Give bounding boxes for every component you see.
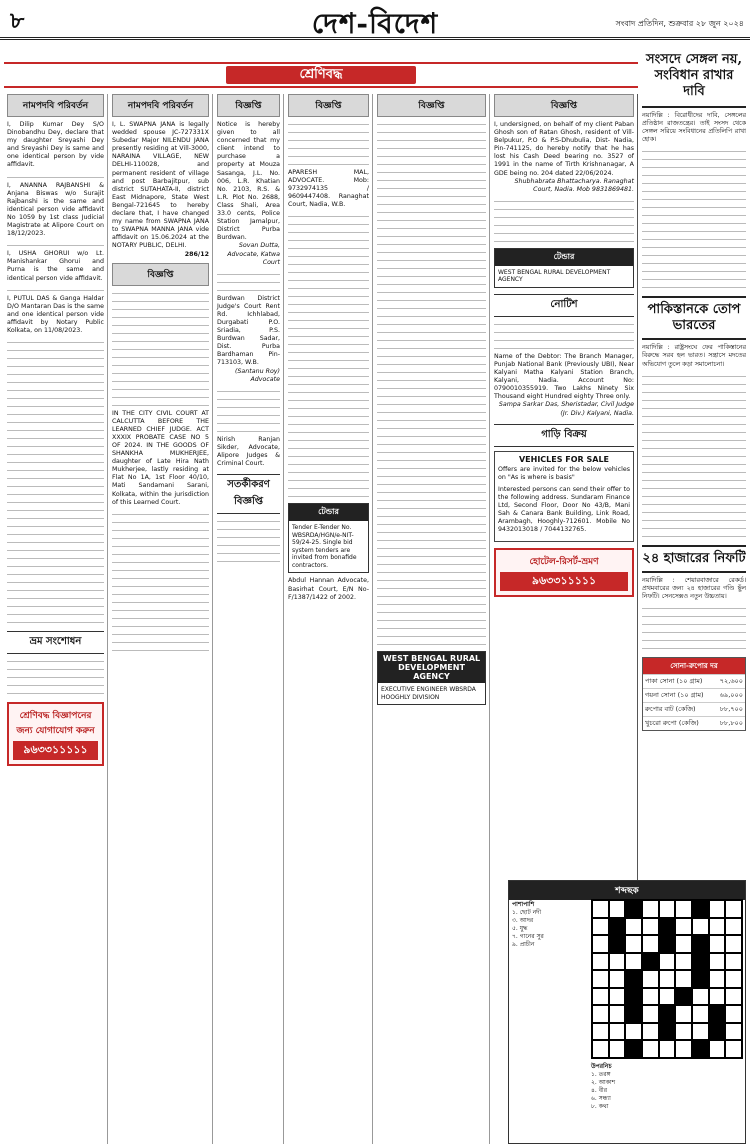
news-body: নয়াদিল্লি : বিরোধীদের দাবি, সেঙ্গলের প্রতিষ্ঠান রাজতন্ত্রের। তাই সংসদ থেকে সেঙ্গল সরিয়ে সংবিধানের প্রতিলিপি রাখা হোক। [642,112,746,144]
clue: ১. তরঙ্গ [591,1071,611,1078]
clue: ৯. প্রাচীন [512,941,535,948]
crossword-cell [609,918,626,936]
crossword-puzzle [508,880,746,1144]
crossword-cell [659,918,676,936]
crossword-cell[interactable] [659,988,676,1006]
crossword-cell [625,900,642,918]
ad-item [112,121,209,259]
ad-item [494,121,634,194]
across-label: পাশাপাশি [512,901,535,908]
tender-body: Tender E-Tender No. WBSRDA/HGN/e-NIT-59/24-25. Single bid system tenders are invited from bonafide contractors. [292,524,357,569]
crossword-cell[interactable] [609,1040,626,1058]
crossword-cell[interactable] [725,935,742,953]
contact-phone: ৯৬৩৩১১১১১ [13,741,98,760]
crossword-cell[interactable] [642,1040,659,1058]
tender-notice [494,248,634,288]
vehicle-sale-box [494,451,634,543]
crossword-cell[interactable] [625,918,642,936]
notice-heading: নোটিশ [494,294,634,317]
crossword-cell[interactable] [609,988,626,1006]
crossword-cell[interactable] [675,970,692,988]
crossword-cell[interactable] [609,953,626,971]
crossword-cell[interactable] [709,935,726,953]
crossword-cell[interactable] [709,970,726,988]
column-header: বিজ্ঞপ্তি [112,263,209,286]
crossword-cell[interactable] [659,1040,676,1058]
crossword-cell[interactable] [709,988,726,1006]
crossword-cell [692,970,709,988]
crossword-cell [692,953,709,971]
contact-title: শ্রেণিবদ্ধ বিজ্ঞাপনের জন্য যোগাযোগ করুন [16,711,95,737]
column-notice-2 [285,94,373,1144]
column-header: নামপদবি পরিবর্তন [112,94,209,117]
crossword-cell[interactable] [675,900,692,918]
travel-phone: ৯৬৩৩১১১১১ [500,572,628,591]
crossword-cell[interactable] [642,1023,659,1041]
rate-value: ৮৮,৭০০ [714,702,745,716]
crossword-cell[interactable] [725,970,742,988]
ad-signature: Sovan Dutta, Advocate, Katwa Court [227,242,280,266]
column-header: বিজ্ঞপ্তি [377,94,486,117]
section-title: দেশ-বিদেশ [311,7,439,40]
crossword-cell[interactable] [625,953,642,971]
crossword-cell[interactable] [592,1005,609,1023]
ad-item [217,121,280,267]
crossword-cell[interactable] [659,953,676,971]
column-notice-1 [214,94,284,1144]
column-header: বিজ্ঞপ্তি [288,94,369,117]
gold-rates-box [642,657,746,731]
classified-label: শ্রেণিবদ্ধ [226,66,416,84]
rate-value: ৮৮,৮০০ [714,716,745,730]
crossword-cell[interactable] [609,1023,626,1041]
crossword-cell[interactable] [642,935,659,953]
clue: ৭. গানের সুর [512,933,544,940]
warning-notice-heading: সতর্কীকরণ বিজ্ঞপ্তি [217,474,280,514]
ad-ref: 286/12 [184,250,209,258]
ad-signature: Sampa Sarkar Das, Sheristadar, Civil Judge (Jr. Div.) Kalyani, Nadia. [498,401,634,417]
news-body: নয়াদিল্লি : রাষ্ট্রসংঘে ফের পাকিস্তানের বিরুদ্ধে সরব হল ভারত। সন্ত্রাসে মদতের অভিযোগ তুলে কড়া সমালোচনা। [642,344,746,368]
news-headline: ২৪ হাজারের নিফটি [642,545,746,573]
crossword-cell [625,988,642,1006]
clue: ২. আকাশ [591,1079,616,1086]
crossword-cell[interactable] [592,1023,609,1041]
crossword-cell[interactable] [642,918,659,936]
ad-signature: Shubhabrata Bhattacharya. Ranaghat Court, Nadia. Mob 9831869481. [514,177,634,193]
travel-contact-box [494,548,634,597]
rate-label: রুপোর বাট (কেজি) [643,702,714,716]
ad-item: I, USHA GHORUI w/o Lt. Manishankar Ghorui and Purna is the same and identical person vide affidavit. [7,250,104,282]
crossword-cell[interactable] [692,1023,709,1041]
crossword-cell[interactable] [592,953,609,971]
crossword-cell [625,970,642,988]
crossword-cell [659,935,676,953]
crossword-grid[interactable] [591,899,743,1059]
column-header: বিজ্ঞপ্তি [217,94,280,117]
rate-value: ৭২,৬০০ [714,674,745,688]
down-label: উপরনিচ [591,1063,612,1070]
crossword-cell[interactable] [592,988,609,1006]
issue-line: সংবাদ প্রতিদিন, শুক্রবার ২৮ জুন ২০২৪ [615,19,744,28]
crossword-cell[interactable] [592,900,609,918]
crossword-cell[interactable] [675,918,692,936]
crossword-cell [692,1040,709,1058]
crossword-cell[interactable] [659,900,676,918]
rate-label: খুচরো রুপো (কেজি) [643,716,714,730]
column-name-change-1 [4,94,108,1144]
travel-title: হোটেল-রিসর্ট-ভ্রমণ [529,557,599,568]
clue: ১. ছোট নদী [512,909,542,916]
crossword-cell[interactable] [675,1005,692,1023]
ad-item: I, ANANNA RAJBANSHI & Anjana Biswas w/o Surajit Rajbanshi is the same and identical person vide affidavit No 1059 by 1st class Judicial Magistrate at Alipore Court on 18/12/2023. [7,181,104,238]
tender-heading: টেন্ডার [495,249,633,266]
crossword-cell[interactable] [692,918,709,936]
page-number: ৮ [10,8,25,34]
ad-item: APARESH MAL, ADVOCATE. Mob: 9732974135 / 9609447408. Ranaghat Court, Nadia, W.B. [288,169,369,209]
crossword-cell[interactable] [609,900,626,918]
tender-notice [377,651,486,705]
tender-notice [288,503,369,573]
crossword-cell[interactable] [675,1023,692,1041]
column-notice-3 [374,94,490,1144]
table-row [643,716,745,730]
crossword-cell[interactable] [725,918,742,936]
table-row [643,688,745,702]
crossword-cell[interactable] [625,1023,642,1041]
crossword-cell[interactable] [642,900,659,918]
ad-item: I, PUTUL DAS & Ganga Haldar D/O Mantaran Das is the same and one identical person vide affidavit by Notary Public Kolkata, on 11/08/2023. [7,294,104,334]
crossword-cell[interactable] [709,918,726,936]
ad-item [217,295,280,384]
tender-title: WEST BENGAL RURAL DEVELOPMENT AGENCY [498,268,611,284]
crossword-cell[interactable] [709,900,726,918]
clue: ৮. কথা [591,1103,609,1110]
crossword-cell[interactable] [725,953,742,971]
vehicle-sale-body: Offers are invited for the below vehicles on "As is where is basis" [498,465,630,481]
crossword-cell [659,1005,676,1023]
crossword-cell [642,953,659,971]
crossword-cell[interactable] [725,1023,742,1041]
crossword-cell[interactable] [592,970,609,988]
crossword-cell [709,1023,726,1041]
tender-title: WEST BENGAL RURAL DEVELOPMENT AGENCY [378,652,485,683]
ad-item: Nirish Ranjan Sikder, Advocate, Alipore Judges & Criminal Court. [217,435,280,467]
crossword-cell [609,935,626,953]
crossword-cell[interactable] [659,970,676,988]
crossword-cell[interactable] [725,900,742,918]
ad-item: Interested persons can send their offer to the following address. Sundaram Finance Ltd, Second Floor, Door No 43/B, Mani Sah & Canara Bank Building, Link Road, Arambagh, Hooghly-712601. Mobile No 9432013018 / 7044132765. [498,485,630,534]
rates-title: সোনা-রুপোর দর [643,658,745,674]
crossword-cell[interactable] [709,953,726,971]
table-row [643,674,745,688]
column-name-change-2 [109,94,213,1144]
crossword-across-clues [512,901,588,949]
ad-item [494,353,634,418]
crossword-cell [692,900,709,918]
crossword-cell[interactable] [675,953,692,971]
crossword-cell[interactable] [725,988,742,1006]
crossword-cell[interactable] [609,970,626,988]
crossword-cell [625,1005,642,1023]
ad-text: Name of the Debtor: The Branch Manager, Punjab National Bank (Previously UBI), Near Kalyani Matha Kalyani Station Branch, Kalyani, Nadia. Account No: 0790010355919. Two Lakhs Ninety Six Thousand eight Hundred eighty Three only. [494,352,634,401]
crossword-cell[interactable] [692,988,709,1006]
correction-heading: ভ্রম সংশোধন [7,631,104,654]
crossword-cell[interactable] [592,935,609,953]
table-row [643,702,745,716]
crossword-cell[interactable] [709,1040,726,1058]
clue: ৫. যুদ্ধ [512,925,528,932]
classified-contact-box [7,702,104,766]
rate-label: পাকা সোনা (১০ গ্রাম) [643,674,714,688]
column-header: বিজ্ঞপ্তি [494,94,634,117]
ad-item: IN THE CITY CIVIL COURT AT CALCUTTA BEFORE THE LEARNED CHIEF JUDGE. ACT XXXIX PROBATE CASE NO 5 OF 2024. IN THE GOODS OF SHANKHA MUKHERJEE, daughter of Late Hira Nath Mukherjee, lastly residing at Flat No 1A, 1st Floor 40/10, Mati Sandamani Sarani, Kolkata, within the jurisdiction of this Learned Court. [112,409,209,506]
tender-heading: টেন্ডার [289,504,368,521]
column-header: নামপদবি পরিবর্তন [7,94,104,117]
classified-band [4,62,638,88]
crossword-cell[interactable] [692,1005,709,1023]
crossword-title: শব্দছক [509,881,745,900]
ad-item: I, Dilip Kumar Dey S/O Dinobandhu Dey, declare that my daughter Sreyashi Dey and Sreyashi Dey is same and one identical person by vide affidavit. [7,121,104,169]
crossword-cell[interactable] [592,918,609,936]
news-body: নয়াদিল্লি : শেয়ারবাজারে রেকর্ড। প্রথমবারের জন্য ২৪ হাজারের গণ্ডি ছুঁল নিফটি। সেনসেক্সও নতুন উচ্চতায়। [642,576,746,600]
crossword-cell[interactable] [675,935,692,953]
news-headline: সংসদে সেঙ্গল নয়, সংবিধান রাখার দাবি [642,46,746,108]
crossword-cell[interactable] [609,1005,626,1023]
ad-signature: (Santanu Roy) Advocate [234,367,280,383]
ad-item: Abdul Hannan Advocate, Basirhat Court, E/N No-F/1387/1422 of 2002. [288,577,369,601]
crossword-cell[interactable] [642,970,659,988]
crossword-down-clues [591,1063,743,1111]
vehicle-sale-heading: গাড়ি বিক্রয় [494,424,634,447]
crossword-cell[interactable] [725,1040,742,1058]
crossword-cell [692,935,709,953]
crossword-cell [675,988,692,1006]
crossword-cell[interactable] [675,1040,692,1058]
tender-signature: EXECUTIVE ENGINEER WBSRDA HOOGHLY DIVISION [381,686,476,701]
vehicle-sale-title: VEHICLES FOR SALE [518,454,610,464]
rate-label: গয়না সোনা (১০ গ্রাম) [643,688,714,702]
masthead [0,0,750,40]
rates-table [643,674,745,730]
clue: ৩. আদর [512,917,534,924]
ad-text: I, undersigned, on behalf of my client Paban Ghosh son of Ratan Ghosh, resident of Vill-Belpukur, P.O & P.S-Dhubulia, Dist- Nadia, Pin-741125, do hereby notify that he has lost his Cash Deed bearing no. 3527 of 1991 in the name of Tirth Krishnanagar, A GDE being no. 204 dated 22/06/2024. [494,121,634,177]
crossword-cell[interactable] [642,988,659,1006]
crossword-cell [659,1023,676,1041]
crossword-cell[interactable] [642,1005,659,1023]
clue: ৪. বীর [591,1087,608,1094]
news-headline: পাকিস্তানকে তোপ ভারতের [642,296,746,340]
crossword-cell [709,1005,726,1023]
crossword-cell[interactable] [592,1040,609,1058]
rate-value: ৬৯,০০০ [714,688,745,702]
crossword-cell[interactable] [725,1005,742,1023]
crossword-cell [625,1040,642,1058]
ad-text: Burdwan District Judge's Court Rent Rd. Ichhlabad, Durgabati P.O. Sriadia, P.S. Burdwan Sadar, Dist. Purba Bardhaman Pin-713103, W.B. [217,294,280,367]
crossword-cell[interactable] [625,935,642,953]
ad-text: I, L. SWAPNA JANA is legally wedded spouse JC-727331X Subedar Major NILENDU JANA presently residing at Vill-3000, NARAINA VILLAGE, NEW DELHI-110028, and permanent resident of village and post Barbajitpur, sub district SUTAHATA-II, district East Midnapore, State West Bengal-721645 to hereby declare that, I have changed my name from SWAPNA JANA to SWAPNA MANNA JANA vide affidavit on 15.06.2024 at the NOTARY PUBLIC, DELHI. [112,121,209,250]
ad-text: Notice is hereby given to all concerned that my client intend to purchase a property at Mouza Sasanga, J.L. No. 006, L.R. Khatian No. 2103, R.S. & L.R. Plot No. 2688, Class Shali, Area 33.0 cents, Police Station Jamalpur, District Purba Burdwan. [217,121,280,242]
clue: ৬. সন্ধ্যা [591,1095,611,1102]
